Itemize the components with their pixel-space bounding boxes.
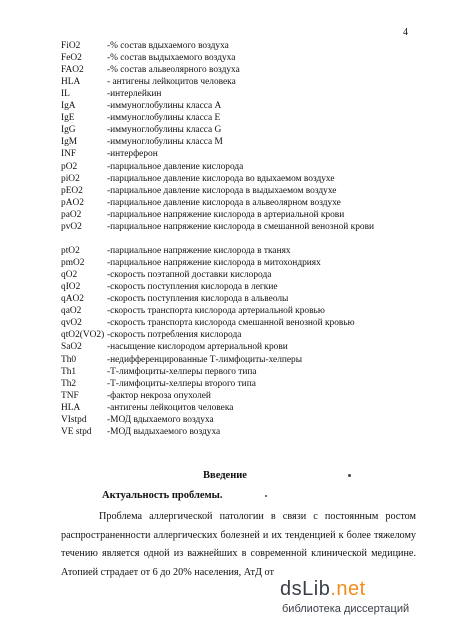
abbreviation-term: HLA [61, 403, 81, 413]
abbreviation-definition: - антигены лейкоцитов человека [107, 77, 236, 87]
abbreviation-definition: -МОД вдыхаемого воздуха [107, 415, 214, 425]
abbreviation-term: FiO2 [61, 41, 81, 51]
abbreviation-definition: -Т-лимфоциты-хелперы первого типа [107, 367, 257, 377]
abbreviation-term: qaO2 [61, 306, 82, 316]
speck-mark [348, 474, 351, 477]
abbreviation-definition: -парциальное напряжение кислорода в митохондриях [107, 258, 321, 268]
abbreviation-term: Th0 [61, 355, 77, 365]
abbreviation-term: qO2 [61, 270, 78, 280]
abbreviation-definition: -% состав альвеолярного воздуха [107, 65, 240, 75]
section-subtitle: Актуальность проблемы. [102, 490, 223, 501]
watermark-logo-tld: .net [330, 578, 366, 600]
abbreviation-definition: -интерферон [107, 149, 158, 159]
abbreviation-term: IgG [61, 125, 76, 135]
abbreviation-term: qIO2 [61, 282, 81, 292]
abbreviation-definition: -парциальное напряжение кислорода в тканях [107, 246, 291, 256]
abbreviation-term: Th1 [61, 367, 77, 377]
abbreviation-term: pvO2 [61, 222, 82, 232]
abbreviation-definition: -интерлейкин [107, 89, 162, 99]
abbreviation-definition: -парциальное напряжение кислорода в артериальной крови [107, 210, 345, 220]
abbreviation-definition: -иммуноглобулины класса М [107, 137, 223, 147]
abbreviation-term: IgA [61, 101, 76, 111]
abbreviation-term: pO2 [61, 162, 78, 172]
abbreviation-term: paO2 [61, 210, 82, 220]
abbreviation-term: TNF [61, 391, 79, 401]
abbreviation-term: IgM [61, 137, 78, 147]
abbreviation-definition: -насыщение кислородом артериальной крови [107, 342, 288, 352]
abbreviation-definition: -антигены лейкоцитов человека [107, 403, 234, 413]
watermark [280, 578, 445, 618]
abbreviation-definition: -парциальное напряжение кислорода в смешанной венозной крови [107, 222, 375, 232]
abbreviation-term: qvO2 [61, 318, 82, 328]
abbreviation-term: pEO2 [61, 186, 83, 196]
watermark-logo-main: dsLib [280, 578, 331, 600]
abbreviation-definition: -парциальное давление кислорода во вдыхаемом воздухе [107, 174, 335, 184]
abbreviation-definition: -% состав вдыхаемого воздуха [107, 41, 229, 51]
abbreviation-term: HLA [61, 77, 81, 87]
body-paragraph: Проблема аллергической патологии в связи с постоянным ростом распространенности аллергических болезней и их тенденцией к более тяжелому течению является одной из важнейших в современной клинической медицине. Атопией страдает от 6 до 20% населения, АтД от [61, 511, 416, 578]
abbreviation-term: IgE [61, 113, 75, 123]
abbreviation-term: Th2 [61, 379, 77, 389]
abbreviation-term: VE stpd [61, 427, 92, 437]
abbreviation-definition: -парциальное давление кислорода в альвеолярном воздухе [107, 198, 341, 208]
abbreviation-term: pAO2 [61, 198, 84, 208]
watermark-caption: библиотека диссертаций [282, 603, 410, 615]
abbreviation-definition: -% состав выдыхаемого воздуха [107, 53, 236, 63]
abbreviation-term: VIstpd [61, 415, 87, 425]
abbreviation-definition: -скорость потребления кислорода [107, 330, 242, 340]
abbreviation-definition: -скорость поступления кислорода в легкие [107, 282, 278, 292]
abbreviation-definition: -иммуноглобулины класса А [107, 101, 222, 111]
abbreviation-definition: -иммуноглобулины класса Е [107, 113, 221, 123]
section-title: Введение [203, 470, 247, 481]
abbreviation-term: qtO2(VO2) [61, 330, 105, 340]
abbreviation-definition: -скорость транспорта кислорода смешанной венозной кровью [107, 318, 355, 328]
abbreviation-term: FeO2 [61, 53, 82, 63]
abbreviation-term: pmO2 [61, 258, 85, 268]
abbreviation-definition: -МОД выдыхаемого воздуха [107, 427, 221, 437]
abbreviation-term: SaO2 [61, 342, 82, 352]
abbreviation-term: FAO2 [61, 65, 84, 75]
watermark-logo [280, 578, 366, 601]
abbreviation-definition: -парциальное давление кислорода в выдыхаемом воздухе [107, 186, 337, 196]
abbreviation-definition: -недифференцированные Т-лимфоциты-хелперы [107, 355, 303, 365]
speck-mark [265, 495, 267, 497]
abbreviation-definition: -скорость поэтапной доставки кислорода [107, 270, 272, 280]
abbreviation-definition: -парциальное давление кислорода [107, 162, 244, 172]
abbreviation-term: qAO2 [61, 294, 84, 304]
abbreviation-term: IL [61, 89, 70, 99]
abbreviation-term: piO2 [61, 174, 80, 184]
abbreviation-definition: -Т-лимфоциты-хелперы второго типа [107, 379, 256, 389]
abbreviation-definition: -скорость транспорта кислорода артериальной кровью [107, 306, 325, 316]
abbreviation-definition: -скорость поступления кислорода в альвеолы [107, 294, 289, 304]
page-number: 4 [403, 27, 408, 38]
abbreviation-term: ptO2 [61, 246, 80, 256]
abbreviation-definition: -иммуноглобулины класса G [107, 125, 222, 135]
abbreviation-definition: -фактор некроза опухолей [107, 391, 211, 401]
abbreviation-term: INF [61, 149, 77, 159]
